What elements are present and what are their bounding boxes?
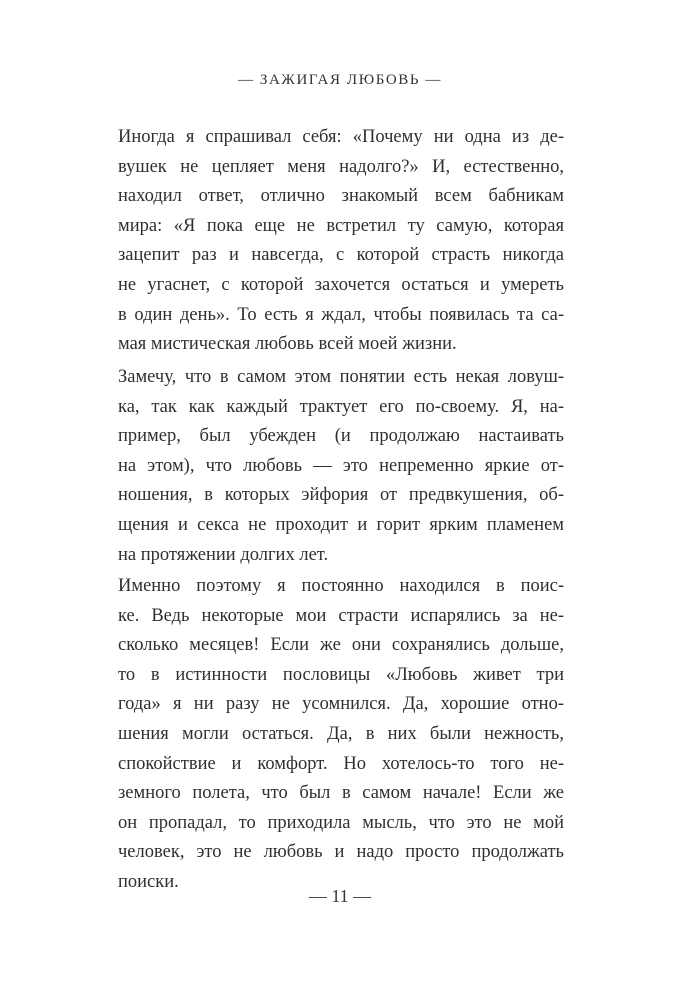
text-line: мая мистическая любовь всей моей жизни. [118,334,457,355]
text-line: он пропадал, то приходила мысль, что это не мой [118,812,564,833]
text-line: щения и секса не проходит и горит ярким пламенем [118,514,564,535]
text-line: Именно поэтому я постоянно находился в поис- [118,576,564,596]
text-line: не угаснет, с которой захочется остаться и умереть [118,274,564,295]
text-line: на этом), что любовь — это непременно яркие от- [118,455,564,476]
text-line: ношения, в которых эйфория от предвкушения, об- [118,485,564,506]
text-line: в один день». То есть я ждал, чтобы появилась та са- [118,304,564,325]
text-line: зацепит раз и навсегда, с которой страсть никогда [118,245,564,266]
text-line: сколько месяцев! Если же они сохранялись дольше, [118,635,564,656]
text-line: вушек не цепляет меня надолго?» И, естественно, [118,156,564,177]
text-line: на протяжении долгих лет. [118,544,329,565]
text-line: года» я ни разу не усомнился. Да, хорошие отно- [118,694,564,715]
text-line: ке. Ведь некоторые мои страсти испарялись за не- [118,605,564,626]
paragraph-3 [118,572,564,898]
text-line: пример, был убежден (и продолжаю настаивать [118,426,564,447]
text-line: шения могли остаться. Да, в них были нежность, [118,723,564,744]
text-line: мира: «Я пока еще не встретил ту самую, которая [118,215,564,236]
text-line: ка, так как каждый трактует его по-своему. Я, на- [118,396,564,417]
paragraph-1 [118,123,564,360]
text-line: человек, это не любовь и надо просто продолжать [118,842,564,863]
text-line: то в истинности пословицы «Любовь живет три [118,664,564,685]
text-line: Иногда я спрашивал себя: «Почему ни одна из де- [118,127,564,147]
paragraph-2 [118,363,564,570]
text-line: поиски. [118,871,179,892]
page-number: — 11 — [308,886,372,906]
text-line: земного полета, что был в самом начале! Если же [118,783,564,804]
text-line: находил ответ, отлично знакомый всем бабникам [118,186,564,207]
running-head: — ЗАЖИГАЯ ЛЮБОВЬ — [237,72,443,88]
text-line: Замечу, что в самом этом понятии есть некая ловуш- [118,367,564,387]
text-line: спокойствие и комфорт. Но хотелось-то того не- [118,753,564,774]
